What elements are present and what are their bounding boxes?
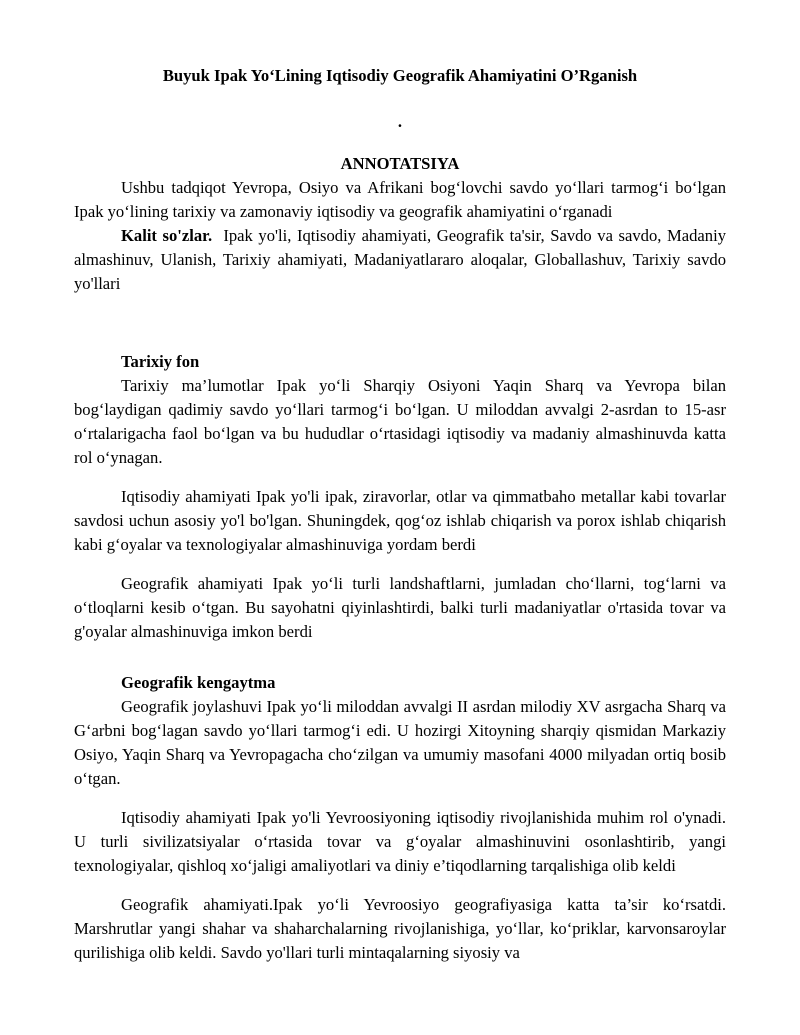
section-heading-historical-background: Tarixiy fon xyxy=(121,352,200,371)
keywords-text: Ipak yo'li, Iqtisodiy ahamiyati, Geografik ta'sir, Savdo va savdo, Madaniy almashinuv, Ulanish, Tarixiy ahamiyati, Madaniyatlararo aloqalar, Globallashuv, Tarixiy savdo yo'llari xyxy=(74,226,726,293)
keywords-label: Kalit so'zlar. xyxy=(121,226,213,245)
paragraph-historical-2: Iqtisodiy ahamiyati Ipak yo'li ipak, ziravorlar, otlar va qimmatbaho metallar kabi tovarlar savdosi uchun asosiy yo'l bo'lgan. Shuningdek, qog‘oz ishlab chiqarish va porox ishlab chiqarish kabi g‘oyalar va texnologiyalar almashinuviga yordam berdi xyxy=(74,487,726,554)
paragraph-geographic-2: Iqtisodiy ahamiyati Ipak yo'li Yevroosiyoning iqtisodiy rivojlanishida muhim rol o'ynadi. U turli sivilizatsiyalar o‘rtasida tovar va g‘oyalar almashinuvini osonlashtirib, yangi texnologiyalar, qishloq xo‘jaligi amaliyotlari va diniy e’tiqodlarning tarqalishiga olib keldi xyxy=(74,808,726,875)
annotation-text: Ushbu tadqiqot Yevropa, Osiyo va Afrikani bog‘lovchi savdo yo‘llari tarmog‘i bo‘lgan Ipak yo‘lining tarixiy va zamonaviy iqtisodiy va geografik ahamiyatini o‘rganadi xyxy=(74,178,726,221)
paragraph-historical-1: Tarixiy ma’lumotlar Ipak yo‘li Sharqiy Osiyoni Yaqin Sharq va Yevropa bilan bog‘laydigan qadimiy savdo yo‘llari tarmog‘i bo‘lgan. U miloddan avvalgi 2-asrdan to 15-asr o‘rtalarigacha faol bo‘lgan va bu hududlar o‘rtasidagi iqtisodiy va madaniy almashinuvda katta rol o‘ynagan. xyxy=(74,376,726,467)
paragraph-historical-3: Geografik ahamiyati Ipak yo‘li turli landshaftlarni, jumladan cho‘llarni, tog‘larni va o‘tloqlarni kesib o‘tgan. Bu sayohatni qiyinlashtirdi, balki turli madaniyatlar o'rtasida tovar va g'oyalar almashinuviga imkon berdi xyxy=(74,574,726,641)
section-heading-geographic-extent: Geografik kengaytma xyxy=(121,673,276,692)
annotation-heading: ANNOTATSIYA xyxy=(340,154,460,173)
document-title: Buyuk Ipak Yo‘Lining Iqtisodiy Geografik Ahamiyatini O’Rganish xyxy=(162,66,638,85)
paragraph-geographic-1: Geografik joylashuvi Ipak yo‘li miloddan avvalgi II asrdan milodiy XV asrgacha Sharq va G‘arbni bog‘lagan savdo yo‘llari tarmog‘i edi. U hozirgi Xitoyning sharqiy qismidan Markaziy Osiyo, Yaqin Sharq va Yevropagacha cho‘zilgan va umumiy masofani 4000 milyadan ortiq bosib o‘tgan. xyxy=(74,697,726,788)
paragraph-geographic-3: Geografik ahamiyati.Ipak yo‘li Yevroosiyo geografiyasiga katta ta’sir ko‘rsatdi. Marshrutlar yangi shahar va shaharchalarning rivojlanishiga, yo‘llar, ko‘priklar, karvonsaroylar qurilishiga olib keldi. Savdo yo'llari turli mintaqalarning siyosiy va xyxy=(74,895,726,962)
title-dot: . xyxy=(397,112,403,131)
keywords-paragraph xyxy=(74,224,726,296)
